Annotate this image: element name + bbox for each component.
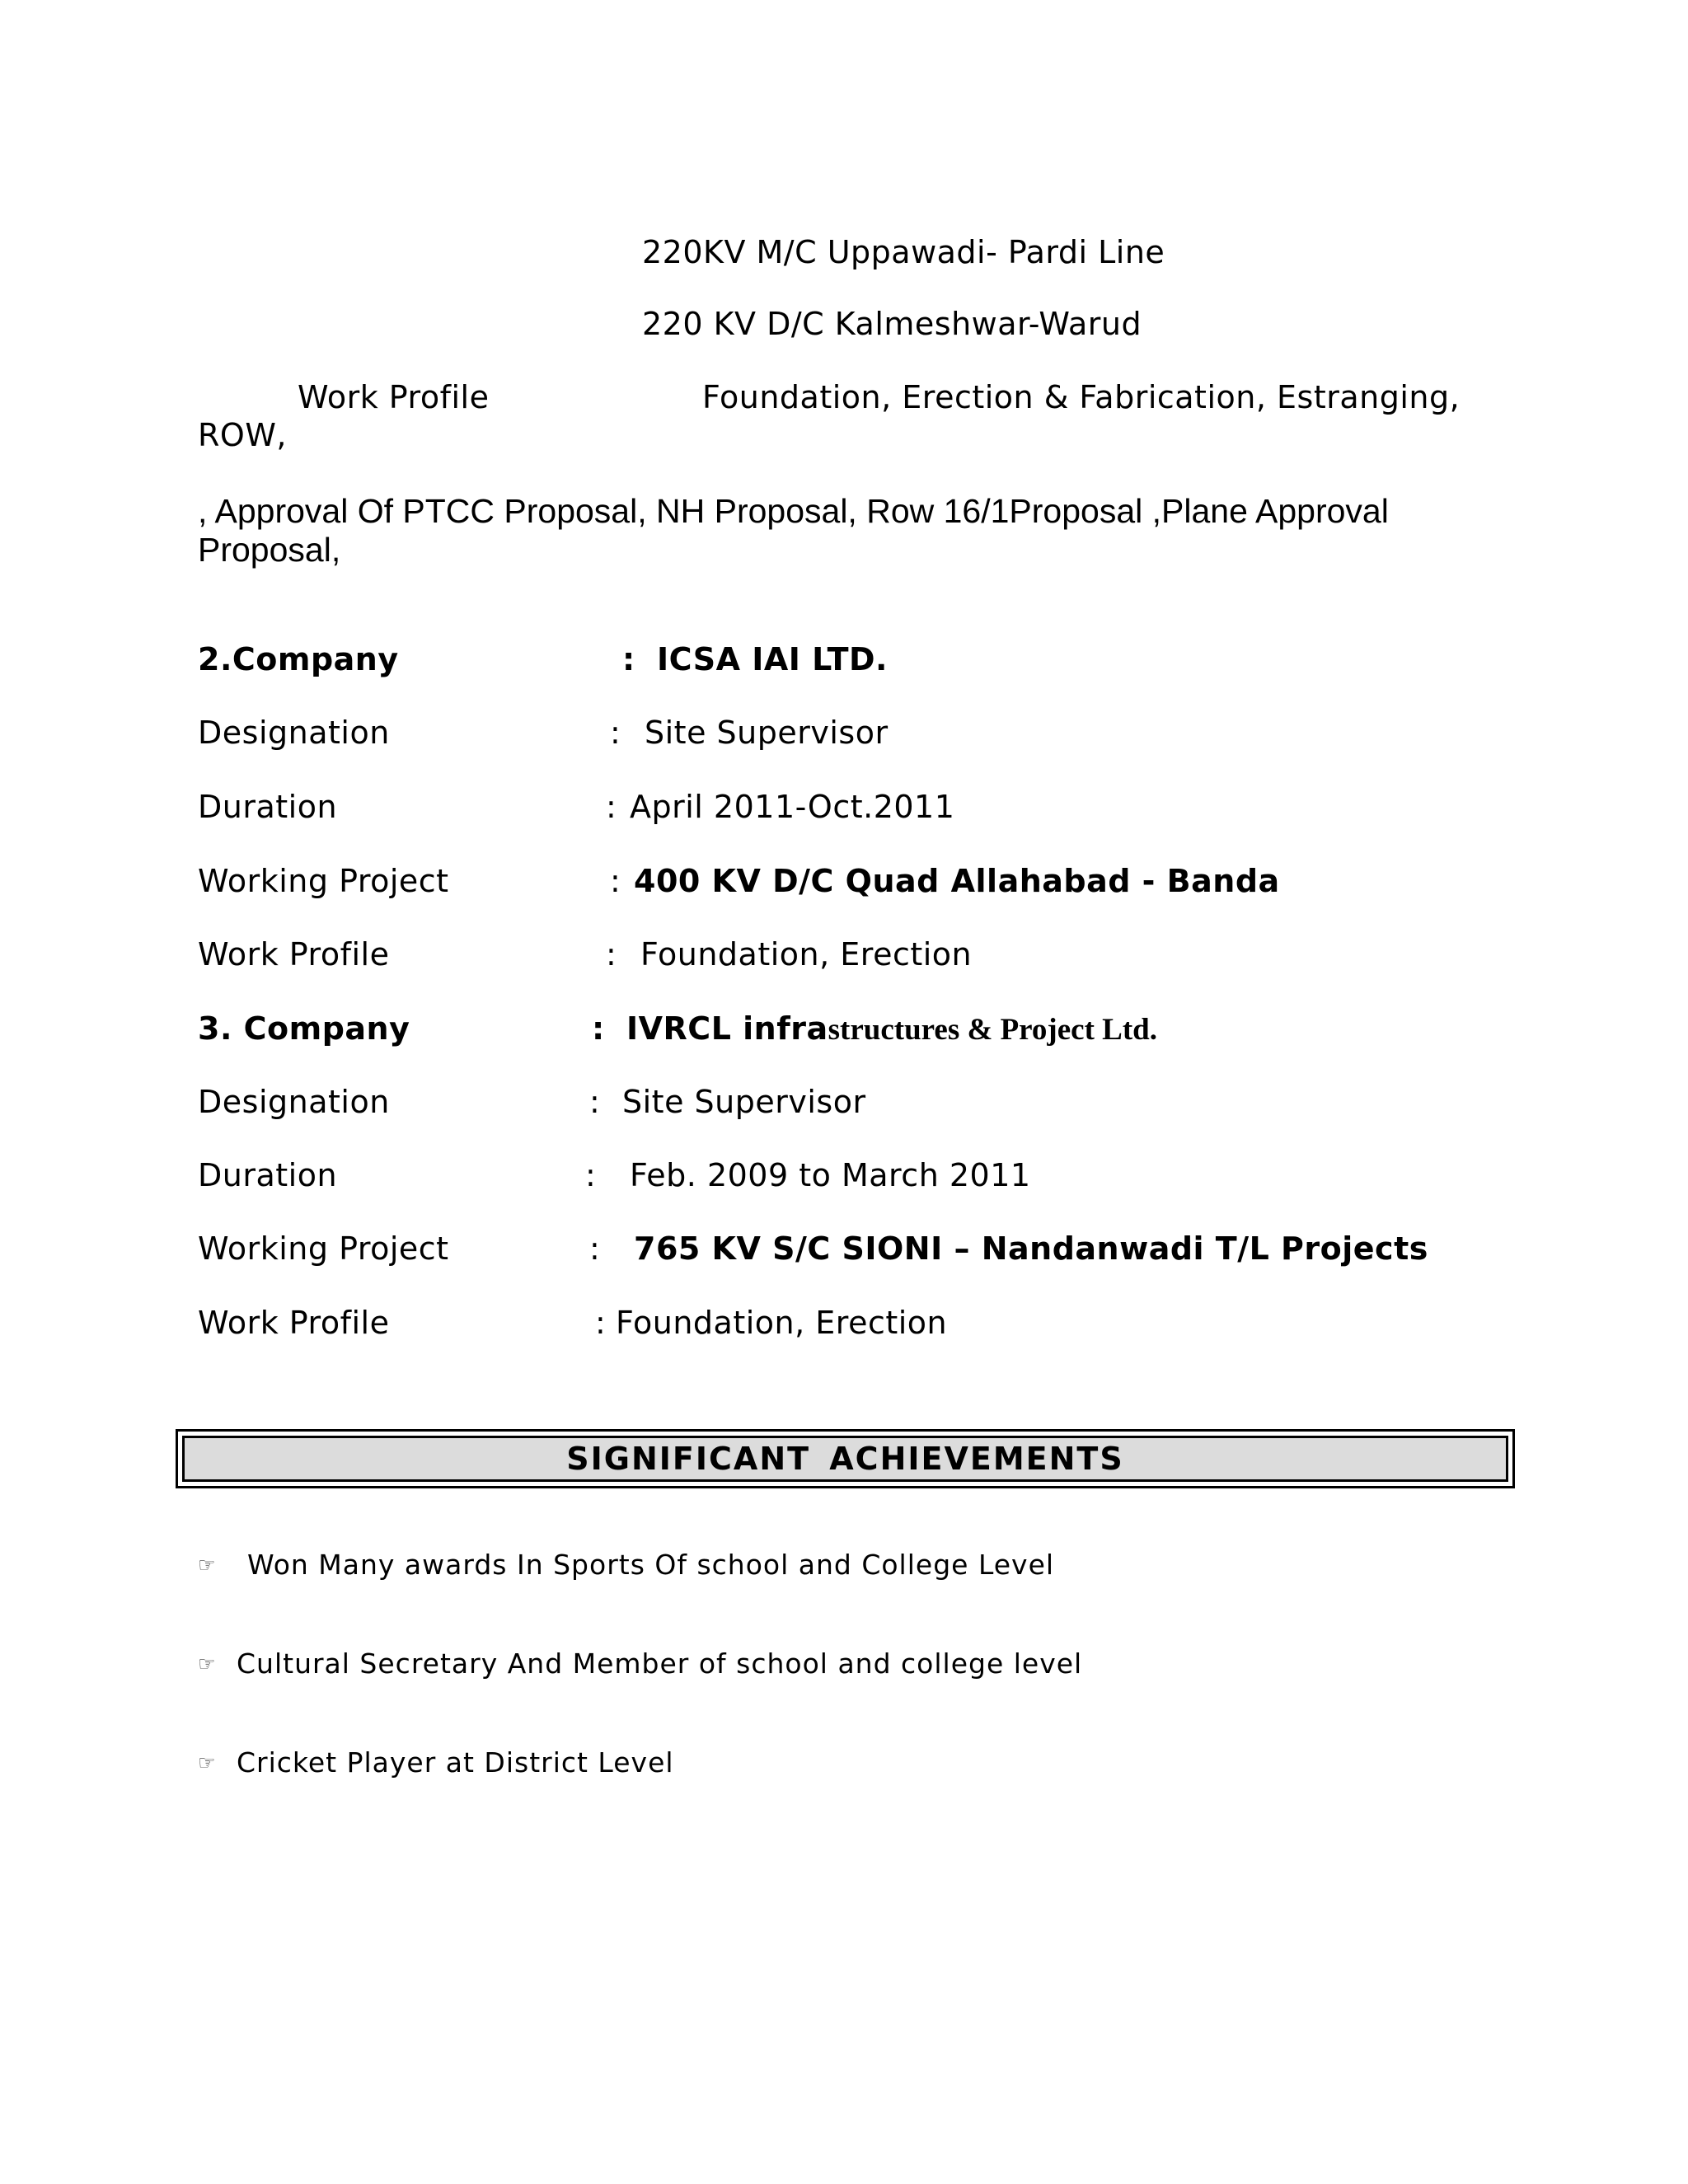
- company-2-label: 2.Company: [198, 641, 399, 677]
- work-profile-continuation: ROW,: [198, 417, 287, 453]
- designation-value: Site Supervisor: [645, 715, 889, 751]
- pointing-hand-icon: ☞: [198, 1751, 216, 1774]
- work-profile-label: Work Profile: [198, 936, 390, 972]
- duration-colon: :: [585, 1157, 597, 1193]
- working-project-value: 400 KV D/C Quad Allahabad - Banda: [634, 863, 1280, 899]
- work-profile-value: Foundation, Erection & Fabrication, Estranging,: [702, 379, 1461, 415]
- working-project-colon: :: [589, 1230, 601, 1267]
- achievements-banner-inner: [182, 1436, 1508, 1482]
- approval-line: Proposal,: [198, 531, 341, 569]
- designation-colon: :: [610, 715, 621, 751]
- achievement-item: Cultural Secretary And Member of school and college level: [237, 1647, 1083, 1680]
- designation-label: Designation: [198, 715, 390, 751]
- working-project-colon: :: [610, 863, 621, 899]
- work-profile-colon: :: [595, 1305, 607, 1341]
- working-project-label: Working Project: [198, 863, 449, 899]
- company-3-name-part2: structures & Project Ltd.: [828, 1013, 1157, 1047]
- work-profile-value: Foundation, Erection: [640, 936, 973, 972]
- work-profile-label: Work Profile: [298, 379, 490, 415]
- pointing-hand-icon: ☞: [198, 1554, 216, 1577]
- work-profile-value: Foundation, Erection: [616, 1305, 948, 1341]
- achievements-title: SIGNIFICANT ACHIEVEMENTS: [566, 1441, 1124, 1477]
- achievement-item: Won Many awards In Sports Of school and College Level: [247, 1549, 1055, 1581]
- company-3-name-part1: IVRCL infra: [626, 1010, 828, 1047]
- designation-value: Site Supervisor: [622, 1084, 866, 1120]
- approval-line: , Approval Of PTCC Proposal, NH Proposal, Row 16/1Proposal ,Plane Approval: [198, 492, 1389, 530]
- duration-label: Duration: [198, 789, 338, 825]
- pointing-hand-icon: ☞: [198, 1652, 216, 1675]
- work-profile-label: Work Profile: [198, 1305, 390, 1341]
- project-line: 220 KV D/C Kalmeshwar-Warud: [642, 306, 1142, 342]
- working-project-label: Working Project: [198, 1230, 449, 1267]
- duration-value: April 2011-Oct.2011: [630, 789, 955, 825]
- company-3-name: [626, 1010, 1157, 1049]
- company-2-name: ICSA IAI LTD.: [657, 641, 888, 677]
- designation-colon: :: [589, 1084, 601, 1120]
- designation-label: Designation: [198, 1084, 390, 1120]
- company-3-colon: :: [592, 1010, 605, 1047]
- achievements-banner: [176, 1429, 1515, 1488]
- achievement-item: Cricket Player at District Level: [237, 1746, 674, 1779]
- duration-colon: :: [606, 789, 617, 825]
- duration-label: Duration: [198, 1157, 338, 1193]
- company-3-label: 3. Company: [198, 1010, 410, 1047]
- company-2-colon: :: [622, 641, 635, 677]
- duration-value: Feb. 2009 to March 2011: [630, 1157, 1031, 1193]
- work-profile-colon: :: [606, 936, 617, 972]
- project-line: 220KV M/C Uppawadi- Pardi Line: [642, 234, 1165, 270]
- working-project-value: 765 KV S/C SIONI – Nandanwadi T/L Projects: [634, 1230, 1428, 1267]
